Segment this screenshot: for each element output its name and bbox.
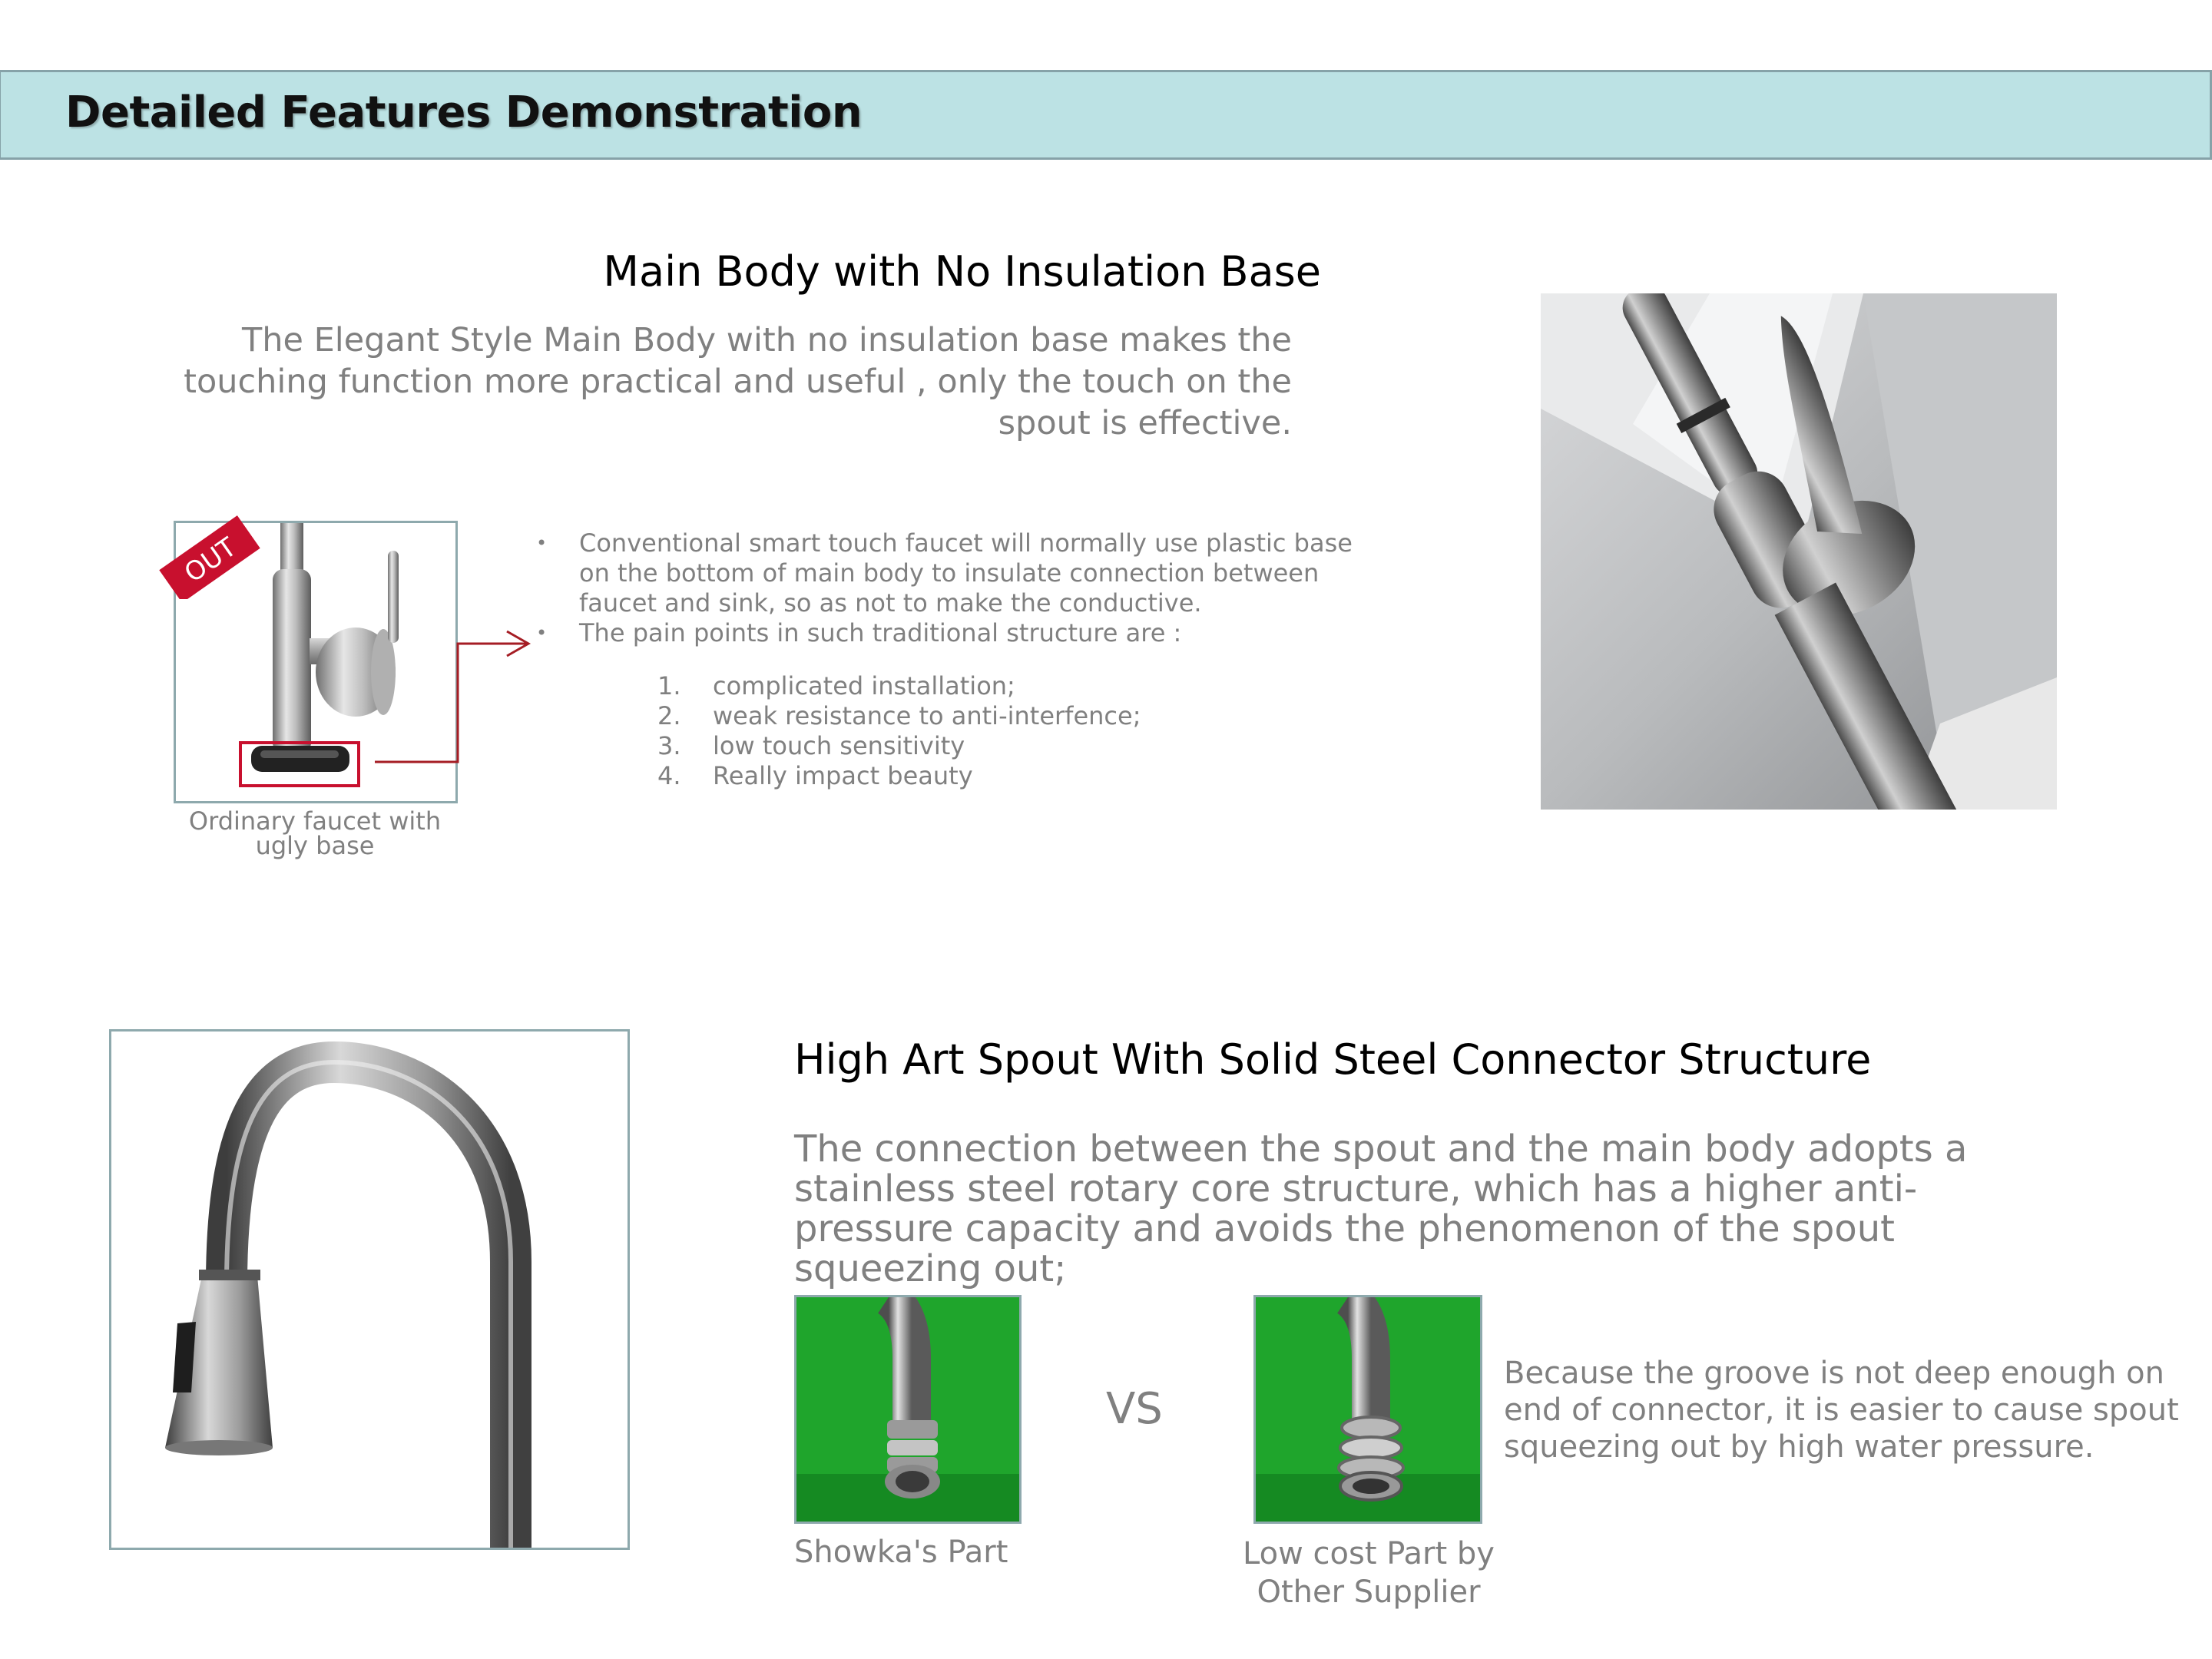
ordinary-caption-line2: ugly base [255, 831, 375, 860]
section1-heading: Main Body with No Insulation Base [603, 247, 1321, 296]
numbered-list [530, 671, 1390, 791]
ordinary-caption-line1: Ordinary faucet with [188, 806, 442, 836]
lowcost-part-caption [1221, 1535, 1516, 1611]
list-number: 1. [657, 671, 681, 700]
out-tag [158, 515, 261, 589]
out-tag-label: OUT [179, 531, 243, 589]
list-item [657, 671, 1390, 701]
connector-arrow [336, 624, 536, 770]
list-item [657, 701, 1390, 731]
spout-illustration [111, 1031, 628, 1548]
groove-explanation: Because the groove is not deep enough on end of connector, it is easier to cause spout squeezing out by high water pressure. [1504, 1356, 2179, 1465]
ordinary-faucet-caption [169, 806, 461, 860]
bullet-item [530, 618, 1390, 648]
lowcost-caption-line2: Other Supplier [1257, 1575, 1481, 1610]
page-title: Detailed Features Demonstration [65, 88, 863, 137]
pain-points-block [530, 528, 1390, 791]
faucet-closeup-illustration [1541, 293, 2057, 810]
showka-part-caption: Showka's Part [794, 1535, 1008, 1570]
list-number: 3. [657, 731, 681, 760]
bullet-text: Conventional smart touch faucet will normally use plastic base on the bottom of main body to insulate connection between faucet and sink, so as not to make the conductive. [579, 528, 1353, 618]
section2-heading: High Art Spout With Solid Steel Connector Structure [794, 1035, 1872, 1084]
list-item [657, 731, 1390, 761]
lowcost-part-photo [1253, 1295, 1482, 1524]
vs-label: VS [1106, 1384, 1163, 1434]
bullet-dot-icon: • [536, 622, 548, 644]
list-text: Really impact beauty [713, 761, 973, 790]
showka-part-illustration [796, 1297, 1021, 1522]
lowcost-part-illustration [1256, 1297, 1480, 1522]
list-number: 4. [657, 761, 681, 790]
list-number: 2. [657, 701, 681, 730]
lowcost-caption-line1: Low cost Part by [1243, 1536, 1495, 1571]
bullet-dot-icon: • [536, 532, 548, 554]
bullet-item [530, 528, 1390, 618]
out-tag-shape [158, 515, 261, 599]
list-item [657, 761, 1390, 791]
list-text: low touch sensitivity [713, 731, 965, 760]
section1-description: The Elegant Style Main Body with no insulation base makes the touching function more practical and useful , only the touch on the spout is effective. [184, 321, 1292, 442]
list-text: weak resistance to anti-interfence; [713, 701, 1141, 730]
showka-part-photo [794, 1295, 1022, 1524]
title-bar [0, 70, 2212, 160]
bullet-text: The pain points in such traditional structure are : [579, 618, 1182, 647]
spout-photo [109, 1029, 630, 1550]
section2-description: The connection between the spout and the main body adopts a stainless steel rotary core structure, which has a higher anti-pressure capacity and avoids the phenomenon of the spout squeezing out; [794, 1128, 1968, 1290]
faucet-closeup-photo [1541, 293, 2057, 810]
list-text: complicated installation; [713, 671, 1015, 700]
